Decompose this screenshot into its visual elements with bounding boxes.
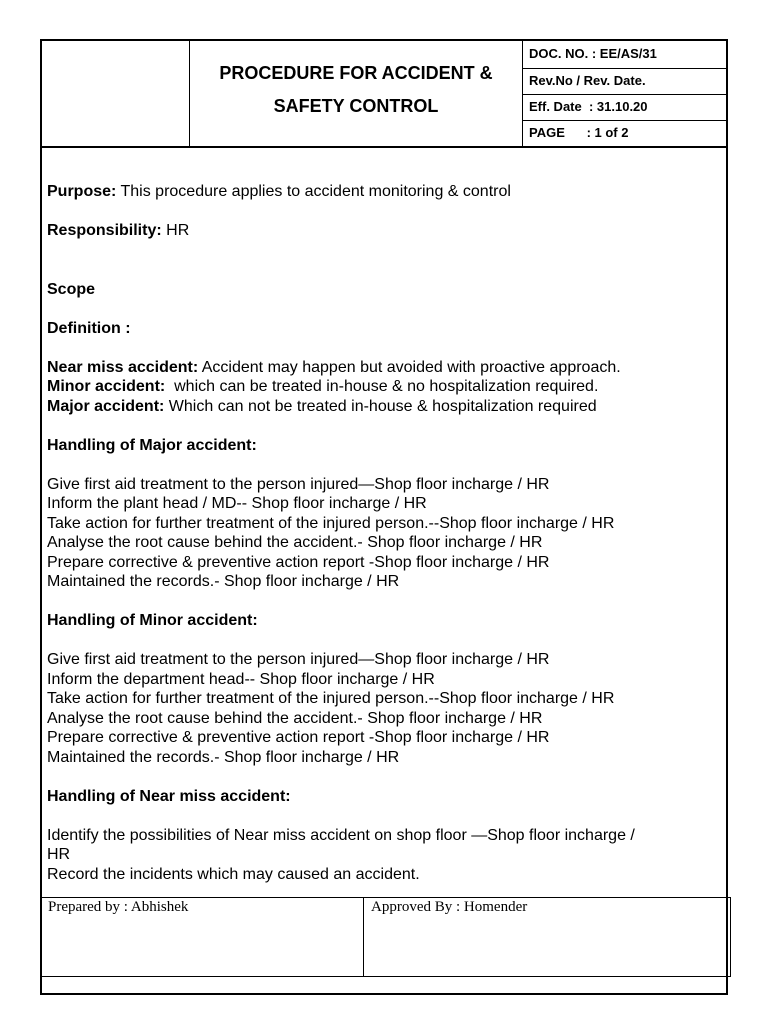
- near-miss-heading-text: Handling of Near miss accident:: [47, 787, 291, 805]
- minor-heading-text: Handling of Minor accident:: [47, 612, 258, 629]
- responsibility-text: HR: [161, 222, 190, 239]
- document-title-line1: PROCEDURE FOR ACCIDENT &: [219, 63, 493, 83]
- procedure-step: HR: [47, 846, 71, 863]
- definition-heading: [47, 319, 723, 339]
- procedure-step: Give first aid treatment to the person injured—Shop floor incharge / HR: [47, 475, 550, 493]
- procedure-step: Inform the department head-- Shop floor incharge / HR: [47, 670, 435, 688]
- approved-by: Approved By : Homender: [371, 899, 528, 915]
- signature-divider: [363, 897, 364, 977]
- definition-term: Minor accident:: [47, 378, 166, 395]
- procedure-step: Prepare corrective & preventive action report -Shop floor incharge / HR: [47, 553, 550, 571]
- procedure-step: Maintained the records.- Shop floor incharge / HR: [47, 748, 400, 766]
- revision-info: Rev.No / Rev. Date.: [529, 73, 646, 88]
- major-accident-heading: [47, 436, 723, 456]
- page-number: [529, 125, 628, 140]
- doc-number: DOC. NO. : EE/AS/31: [529, 46, 657, 61]
- procedure-step: Record the incidents which may caused an accident.: [47, 865, 420, 883]
- procedure-step: Inform the plant head / MD-- Shop floor incharge / HR: [47, 495, 427, 512]
- effective-date: [529, 99, 648, 114]
- document-body: [47, 182, 723, 884]
- procedure-step: Identify the possibilities of Near miss accident on shop floor —Shop floor incharge /: [47, 826, 635, 844]
- major-heading-text: Handling of Major accident:: [47, 436, 257, 454]
- responsibility: [47, 221, 723, 241]
- procedure-step: Maintained the records.- Shop floor incharge / HR: [47, 573, 400, 590]
- near-miss-heading: [47, 787, 723, 807]
- definition-text: which can be treated in-house & no hospitalization required.: [165, 378, 599, 395]
- stray-mark: `: [46, 146, 50, 157]
- page-number-value: : 1 of 2: [586, 125, 629, 140]
- effective-date-value: : 31.10.20: [588, 99, 648, 114]
- scope-label: Scope: [47, 280, 96, 298]
- header-row-divider: [522, 94, 728, 95]
- definition-term: Near miss accident:: [47, 358, 199, 376]
- responsibility-label: Responsibility:: [47, 222, 162, 239]
- header-divider-left: [189, 41, 190, 147]
- definition-text: Accident may happen but avoided with proactive approach.: [198, 358, 621, 376]
- procedure-step: Take action for further treatment of the injured person.--Shop floor incharge / HR: [47, 514, 615, 532]
- page-number-label: PAGE: [529, 125, 565, 140]
- procedure-step: Give first aid treatment to the person injured—Shop floor incharge / HR: [47, 651, 550, 668]
- document-title-line2: SAFETY CONTROL: [273, 96, 439, 116]
- purpose-text: This procedure applies to accident monitoring & control: [116, 183, 511, 200]
- header-row-divider: [522, 120, 728, 121]
- procedure-step: Analyse the root cause behind the accident.- Shop floor incharge / HR: [47, 534, 543, 551]
- header-row-divider: [522, 68, 728, 69]
- procedure-step: Take action for further treatment of the injured person.--Shop floor incharge / HR: [47, 690, 615, 707]
- definition-label: Definition :: [47, 319, 131, 337]
- definition-item: [47, 358, 723, 378]
- purpose-label: Purpose:: [47, 183, 117, 200]
- procedure-step: Prepare corrective & preventive action report -Shop floor incharge / HR: [47, 729, 550, 746]
- purpose: [47, 182, 723, 202]
- definition-item: [47, 397, 723, 417]
- header-bottom-border: [40, 146, 728, 148]
- definition-item: [47, 377, 723, 397]
- minor-accident-heading: [47, 611, 723, 631]
- effective-date-label: Eff. Date: [529, 99, 582, 114]
- scope-heading: [47, 280, 723, 300]
- definition-text: Which can not be treated in-house & hospitalization required: [164, 397, 597, 415]
- prepared-by: Prepared by : Abhishek: [48, 899, 189, 915]
- definition-term: Major accident:: [47, 397, 165, 415]
- procedure-step: Analyse the root cause behind the accident.- Shop floor incharge / HR: [47, 709, 543, 727]
